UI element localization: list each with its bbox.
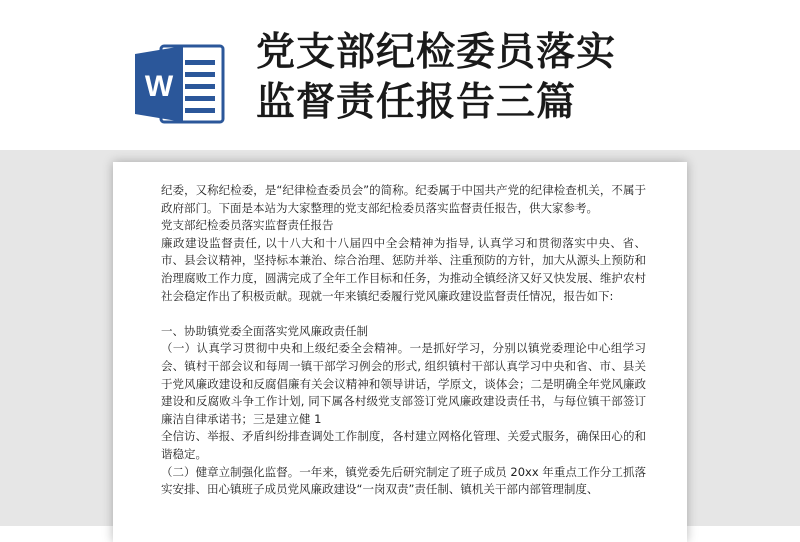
document-body — [161, 182, 646, 499]
body-paragraph: 廉政建设监督责任, 以十八大和十八届四中全会精神为指导, 认真学习和贯彻落实中央、省、市、县会议精神，坚持标本兼治、综合治理、惩防并举、注重预防的方针，加大从源头上预防和治理腐败工作力度，圆满完成了全年工作目标和任务，为推动全镇经济又好又快发展、维护农村社会稳定作出了积极贡献。现就一年来镇纪委履行党风廉政建设监督责任情况，报告如下: — [161, 235, 646, 303]
body-paragraph: （一）认真学习贯彻中央和上级纪委全会精神。一是抓好学习，分别以镇党委理论中心组学习会、镇村干部会议和每周一镇干部学习例会的形式, 组织镇村干部认真学习中央和省、市、县关于党风廉政建设和反腐倡廉有关会议精神和领导讲话，学原文，谈体会；二是明确全年党风廉政建设和反腐败斗争工作计划, 同下属各村级党支部签订党风廉政建设责任书，与每位镇干部签订廉洁自律承诺书；三是建立健 1 — [161, 341, 646, 426]
title-line-1: 党支部纪检委员落实 — [256, 30, 617, 75]
header-banner — [0, 0, 800, 150]
blank-line — [161, 305, 646, 323]
word-icon — [133, 42, 225, 126]
title-line-2: 监督责任报告三篇 — [256, 80, 577, 125]
body-paragraph: （二）健章立制强化监督。一年来，镇党委先后研究制定了班子成员 20xx 年重点工作分工抓落实安排、田心镇班子成员党风廉政建设“一岗双责”责任制、镇机关干部内部管理制度、 — [161, 464, 646, 497]
document-page — [113, 162, 687, 542]
report-heading: 党支部纪检委员落实监督责任报告 — [161, 218, 334, 233]
body-paragraph: 全信访、举报、矛盾纠纷排查调处工作制度，各村建立网格化管理、关爱式服务，确保田心的和谐稳定。 — [161, 429, 646, 461]
page-title — [256, 28, 616, 128]
section-heading: 一、协助镇党委全面落实党风廉政责任制 — [161, 323, 368, 338]
svg-text:W: W — [144, 70, 174, 103]
intro-paragraph: 纪委，又称纪检委，是“纪律检查委员会”的简称。纪委属于中国共产党的纪律检查机关，不属于政府部门。下面是本站为大家整理的党支部纪检委员落实监督责任报告，供大家参考。 — [161, 183, 646, 215]
